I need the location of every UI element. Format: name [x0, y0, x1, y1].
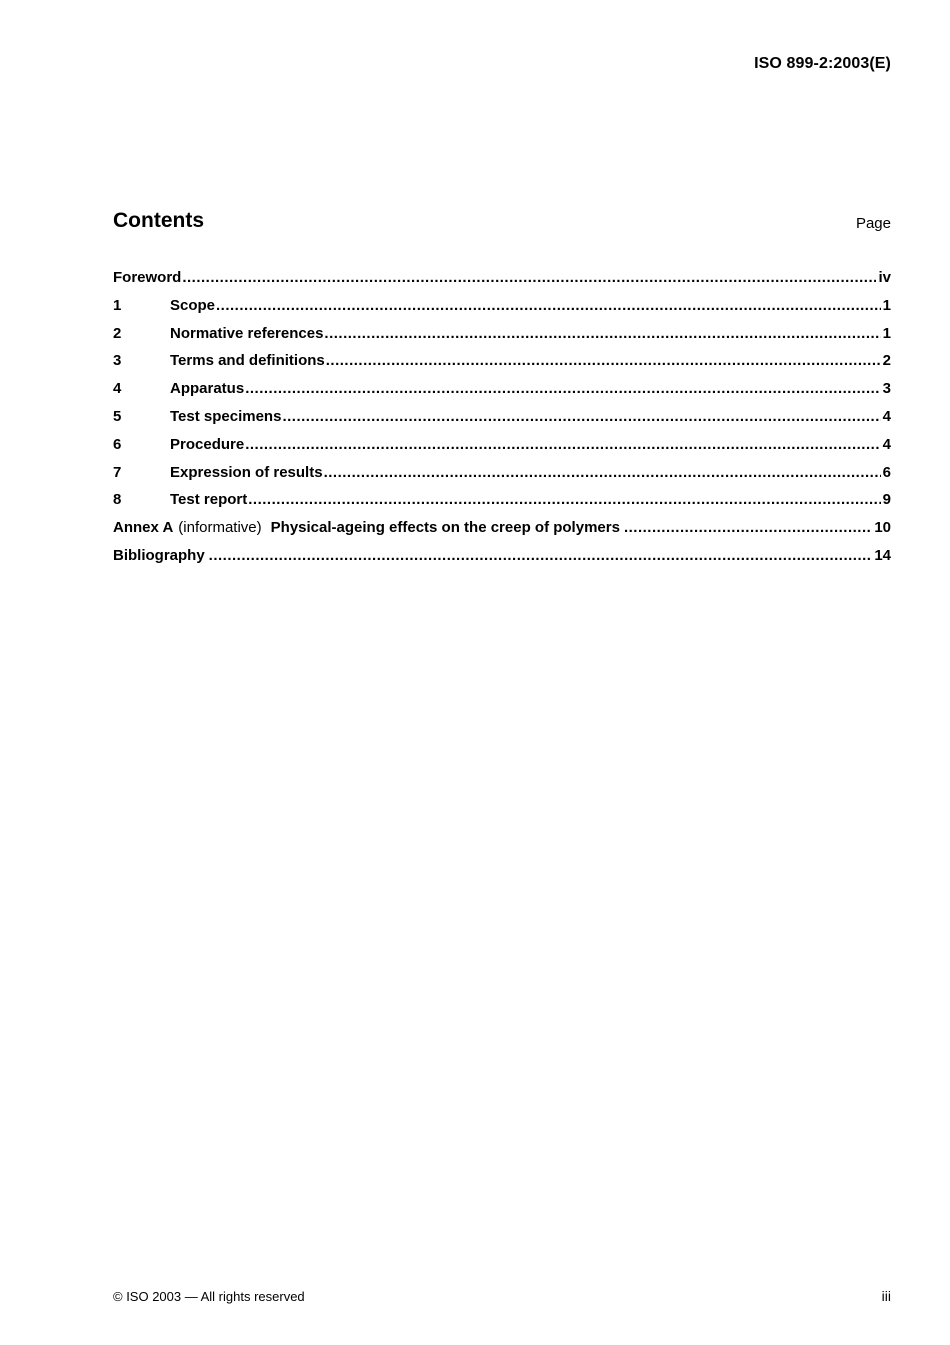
toc-entry-number: 1	[113, 296, 122, 314]
toc-entry-terms-and-definitions[interactable]	[113, 352, 891, 380]
toc-entry-number: 2	[113, 324, 122, 342]
toc-entry-title: Test report	[170, 491, 248, 509]
toc-entry-bibliography[interactable]	[113, 547, 891, 575]
toc-entry-page: 3	[882, 380, 891, 398]
toc-leader-dots	[209, 547, 873, 564]
toc-entry-title: Expression of results	[170, 463, 323, 481]
toc-entry-number: 8	[113, 491, 122, 509]
toc-entry-number: 3	[113, 352, 122, 370]
toc-entry-test-specimens[interactable]	[113, 408, 891, 436]
toc-entry-normative-references[interactable]	[113, 325, 891, 353]
toc-entry-page: 10	[874, 519, 891, 537]
toc-entry-expression-of-results[interactable]	[113, 464, 891, 492]
toc-entry-title: Scope	[170, 296, 216, 314]
toc-entry-number: 6	[113, 435, 122, 453]
toc-entry-title: Apparatus	[170, 380, 245, 398]
toc-entry-title: Foreword	[113, 269, 182, 286]
footer-page-number: iii	[881, 1288, 891, 1304]
toc-entry-page: 9	[882, 491, 891, 509]
toc-leader-dots	[326, 352, 881, 369]
footer-copyright: © ISO 2003 — All rights reserved	[113, 1289, 305, 1304]
annex-title: Physical-ageing effects on the creep of polymers	[270, 519, 620, 537]
contents-heading: Contents	[113, 209, 204, 232]
toc-entry-title: Procedure	[170, 435, 245, 453]
toc-entry-page: 4	[882, 435, 891, 453]
toc-leader-dots	[624, 519, 872, 536]
table-of-contents	[113, 269, 891, 575]
toc-entry-page: 6	[882, 463, 891, 481]
toc-entry-scope[interactable]	[113, 297, 891, 325]
toc-entry-title: Test specimens	[170, 407, 282, 425]
toc-leader-dots	[248, 491, 880, 508]
page-column-label: Page	[855, 215, 891, 232]
toc-entry-number: 5	[113, 407, 122, 425]
toc-leader-dots	[324, 325, 880, 342]
toc-leader-dots	[324, 464, 881, 481]
toc-entry-number: 7	[113, 463, 122, 481]
toc-entry-title: Terms and definitions	[170, 352, 325, 370]
toc-entry-page: 1	[882, 324, 891, 342]
toc-entry-title: Normative references	[170, 324, 324, 342]
toc-entry-page: iv	[878, 269, 891, 286]
toc-leader-dots	[282, 408, 880, 425]
toc-entry-foreword[interactable]	[113, 269, 891, 297]
toc-entry-test-report[interactable]	[113, 491, 891, 519]
document-identifier: ISO 899-2:2003(E)	[754, 55, 891, 72]
annex-label: Annex A	[113, 519, 174, 537]
toc-entry-page: 2	[882, 352, 891, 370]
toc-entry-number: 4	[113, 380, 122, 398]
annex-qualifier: (informative)	[178, 519, 262, 537]
toc-entry-apparatus[interactable]	[113, 380, 891, 408]
toc-entry-page: 1	[882, 296, 891, 314]
toc-entry-annex-a[interactable]	[113, 519, 891, 547]
toc-leader-dots	[182, 269, 876, 286]
toc-leader-dots	[245, 380, 880, 397]
toc-entry-page: 14	[874, 546, 891, 564]
toc-entry-title: Bibliography	[113, 546, 205, 564]
toc-entry-page: 4	[882, 407, 891, 425]
toc-leader-dots	[245, 436, 880, 453]
toc-leader-dots	[216, 297, 881, 314]
toc-entry-procedure[interactable]	[113, 436, 891, 464]
